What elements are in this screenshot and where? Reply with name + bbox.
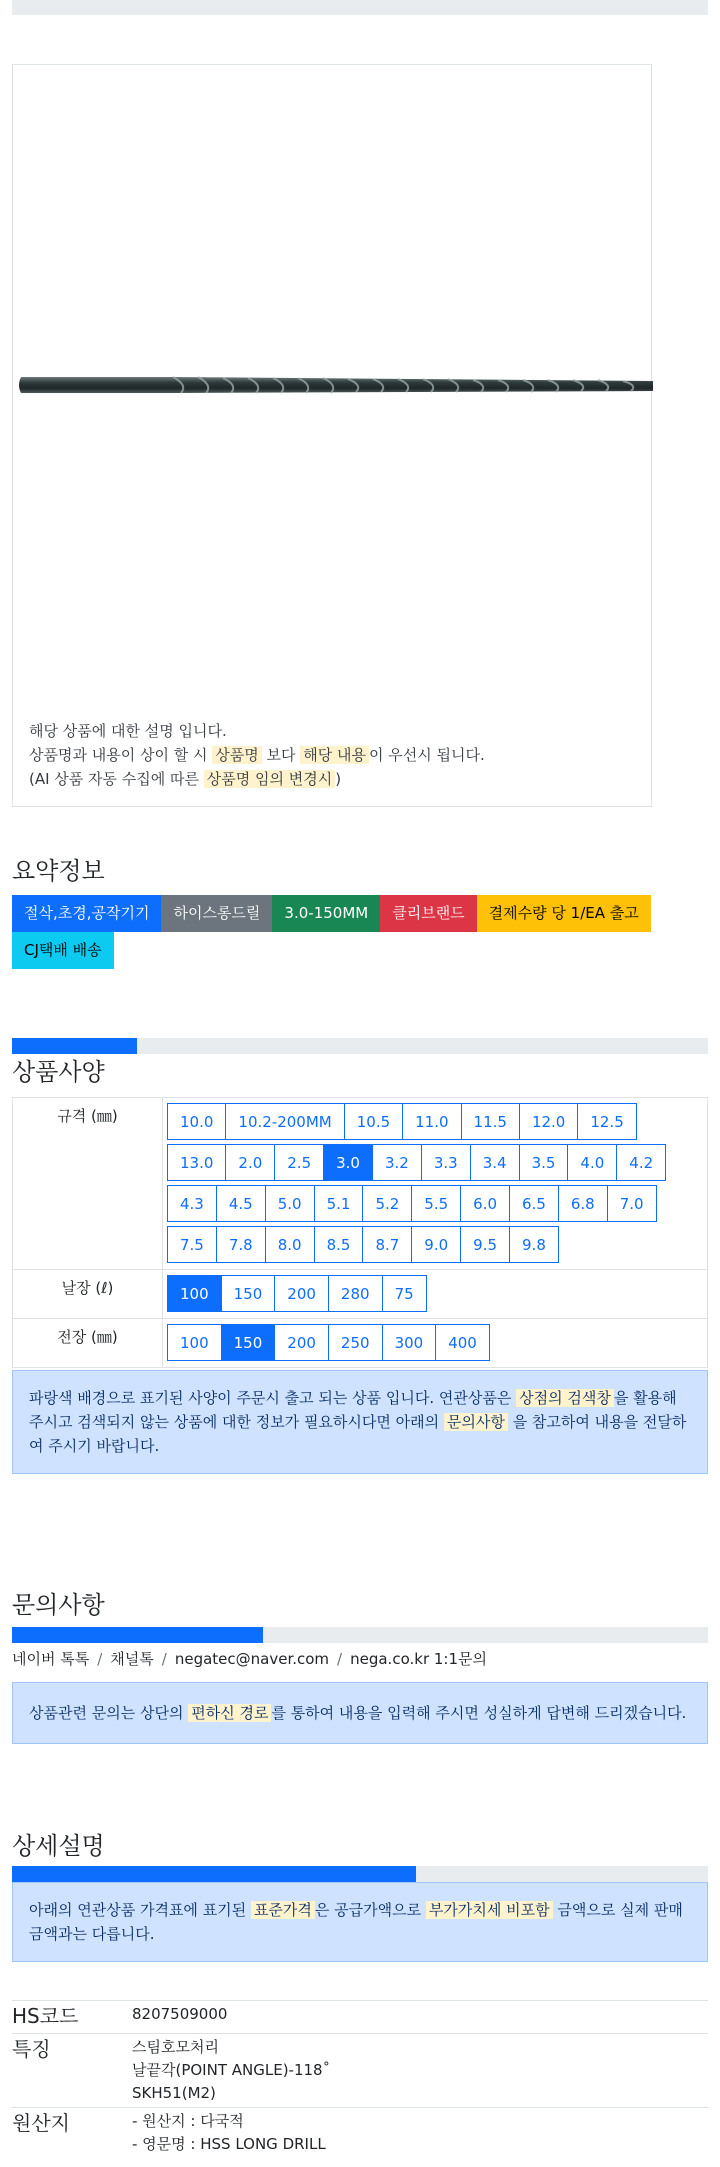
summary-badge: 3.0-150MM — [272, 895, 380, 932]
spec-option-button[interactable]: 5.0 — [265, 1185, 315, 1222]
spec-option-button[interactable]: 8.0 — [265, 1226, 315, 1263]
summary-title: 요약정보 — [12, 857, 105, 885]
spec-option-button[interactable]: 6.8 — [558, 1185, 608, 1222]
info-value-line: - 영문명 : HSS LONG DRILL — [132, 2135, 326, 2153]
spec-option-button[interactable]: 150 — [221, 1324, 276, 1361]
spec-option-button[interactable]: 300 — [382, 1324, 437, 1361]
spec-option-button[interactable]: 100 — [167, 1275, 222, 1312]
note-line-3: (AI 상품 자동 수집에 따른 상품명 임의 변경시 ) — [29, 770, 342, 788]
top-progress-bar — [12, 0, 708, 15]
detail-progress-bar — [12, 1866, 708, 1882]
contact-links — [12, 1648, 487, 1669]
spec-row — [13, 1319, 708, 1368]
info-value-line: 스팀호모처리 — [132, 2038, 219, 2056]
spec-option-button[interactable]: 2.0 — [225, 1144, 275, 1181]
info-key: HS코드 — [12, 2001, 132, 2034]
spec-option-button[interactable]: 250 — [328, 1324, 383, 1361]
spec-option-button[interactable]: 3.3 — [421, 1144, 471, 1181]
detail-title: 상세설명 — [12, 1832, 105, 1860]
info-value-line: 날끝각(POINT ANGLE)-118˚ — [132, 2061, 331, 2079]
contact-separator: / — [161, 1650, 167, 1668]
spec-option-button[interactable]: 4.2 — [616, 1144, 666, 1181]
spec-row — [13, 1098, 708, 1270]
inquiry-progress-fill — [12, 1627, 263, 1643]
summary-badge: CJ택배 배송 — [12, 932, 114, 969]
spec-option-button[interactable]: 5.5 — [411, 1185, 461, 1222]
spec-options — [163, 1319, 708, 1368]
detail-notice: 아래의 연관상품 가격표에 표기된 표준가격 은 공급가액으로 부가가치세 비포함 금액으로 실제 판매금액과는 다릅니다. — [12, 1882, 708, 1962]
contact-separator: / — [337, 1650, 343, 1668]
product-image-panel — [12, 64, 652, 807]
note-line-2: 상품명과 내용이 상이 할 시 상품명 보다 해당 내용 이 우선시 됩니다. — [29, 746, 485, 764]
spec-option-line — [167, 1101, 703, 1142]
inquiry-title: 문의사항 — [12, 1591, 105, 1619]
spec-option-button[interactable]: 150 — [221, 1275, 276, 1312]
spec-option-button[interactable]: 7.0 — [607, 1185, 657, 1222]
spec-option-button[interactable]: 7.5 — [167, 1226, 217, 1263]
spec-options — [163, 1098, 708, 1270]
product-info-table — [12, 2000, 708, 2158]
info-key: 특징 — [12, 2034, 132, 2108]
spec-progress-bar — [12, 1038, 708, 1054]
contact-link[interactable]: negatec@naver.com — [174, 1650, 330, 1668]
image-description-note — [29, 719, 485, 791]
info-value-line: 8207509000 — [132, 2005, 228, 2023]
spec-option-button[interactable]: 8.7 — [362, 1226, 412, 1263]
summary-badge: 클리브랜드 — [380, 895, 476, 932]
summary-badge: 하이스롱드릴 — [161, 895, 272, 932]
spec-option-button[interactable]: 4.5 — [216, 1185, 266, 1222]
info-row — [12, 2108, 708, 2159]
spec-label: 날장 (ℓ) — [13, 1270, 163, 1319]
spec-option-button[interactable]: 9.8 — [509, 1226, 559, 1263]
spec-option-button[interactable]: 5.1 — [314, 1185, 364, 1222]
spec-option-button[interactable]: 9.0 — [411, 1226, 461, 1263]
contact-link[interactable]: nega.co.kr 1:1문의 — [350, 1650, 487, 1668]
detail-progress-fill — [12, 1866, 416, 1882]
info-row — [12, 2034, 708, 2108]
spec-option-button[interactable]: 11.5 — [461, 1103, 520, 1140]
summary-badge: 결제수량 당 1/EA 출고 — [477, 895, 651, 932]
spec-option-button[interactable]: 11.0 — [402, 1103, 461, 1140]
spec-option-button[interactable]: 400 — [435, 1324, 490, 1361]
spec-option-button[interactable]: 6.0 — [460, 1185, 510, 1222]
spec-option-line — [167, 1273, 703, 1314]
spec-option-line — [167, 1322, 703, 1363]
inquiry-progress-bar — [12, 1627, 708, 1643]
contact-separator: / — [97, 1650, 103, 1668]
spec-option-line — [167, 1224, 703, 1265]
info-key: 원산지 — [12, 2108, 132, 2159]
spec-option-button[interactable]: 5.2 — [362, 1185, 412, 1222]
info-value — [132, 2108, 708, 2159]
spec-option-button[interactable]: 10.0 — [167, 1103, 226, 1140]
spec-option-line — [167, 1142, 703, 1183]
spec-option-button[interactable]: 10.2-200MM — [225, 1103, 344, 1140]
contact-link[interactable]: 네이버 톡톡 — [12, 1650, 90, 1668]
spec-option-button[interactable]: 200 — [274, 1324, 329, 1361]
spec-row — [13, 1270, 708, 1319]
info-value — [132, 2034, 708, 2108]
spec-option-button[interactable]: 13.0 — [167, 1144, 226, 1181]
spec-title: 상품사양 — [12, 1058, 105, 1086]
note-line-1: 해당 상품에 대한 설명 입니다. — [29, 722, 227, 740]
spec-table — [12, 1097, 708, 1368]
spec-option-button[interactable]: 3.2 — [372, 1144, 422, 1181]
contact-link[interactable]: 채널톡 — [110, 1650, 154, 1668]
spec-option-button[interactable]: 3.4 — [470, 1144, 520, 1181]
spec-option-button[interactable]: 6.5 — [509, 1185, 559, 1222]
info-row — [12, 2001, 708, 2034]
info-value-line: SKH51(M2) — [132, 2084, 216, 2102]
spec-option-button[interactable]: 7.8 — [216, 1226, 266, 1263]
spec-option-button[interactable]: 3.5 — [519, 1144, 569, 1181]
spec-option-button[interactable]: 9.5 — [460, 1226, 510, 1263]
spec-label: 전장 (㎜) — [13, 1319, 163, 1368]
spec-option-button[interactable]: 280 — [328, 1275, 383, 1312]
spec-option-button[interactable]: 2.5 — [274, 1144, 324, 1181]
spec-notice: 파랑색 배경으로 표기된 사양이 주문시 출고 되는 상품 입니다. 연관상품은 상점의 검색창 을 활용해 주시고 검색되지 않는 상품에 대한 정보가 필요하시다면 아래의 문의사항 을 참고하여 내용을 전달하여 주시기 바랍니다. — [12, 1370, 708, 1474]
spec-option-line — [167, 1183, 703, 1224]
inquiry-notice: 상품관련 문의는 상단의 편하신 경로 를 통하여 내용을 입력해 주시면 성실하게 답변해 드리겠습니다. — [12, 1682, 708, 1744]
info-value — [132, 2001, 708, 2034]
spec-label: 규격 (㎜) — [13, 1098, 163, 1270]
spec-option-button[interactable]: 200 — [274, 1275, 329, 1312]
info-value-line: - 원산지 : 다국적 — [132, 2112, 244, 2130]
spec-option-button[interactable]: 12.0 — [519, 1103, 578, 1140]
spec-option-button[interactable]: 4.3 — [167, 1185, 217, 1222]
summary-badge: 절삭,초경,공작기기 — [12, 895, 161, 932]
spec-option-button[interactable]: 4.0 — [567, 1144, 617, 1181]
spec-option-button[interactable]: 8.5 — [314, 1226, 364, 1263]
spec-option-button[interactable]: 12.5 — [577, 1103, 636, 1140]
drill-bit-image — [13, 355, 653, 415]
spec-option-button[interactable]: 75 — [382, 1275, 427, 1312]
summary-badges — [12, 895, 712, 969]
spec-option-button[interactable]: 100 — [167, 1324, 222, 1361]
spec-options — [163, 1270, 708, 1319]
spec-option-button[interactable]: 10.5 — [344, 1103, 403, 1140]
spec-option-button[interactable]: 3.0 — [323, 1144, 373, 1181]
